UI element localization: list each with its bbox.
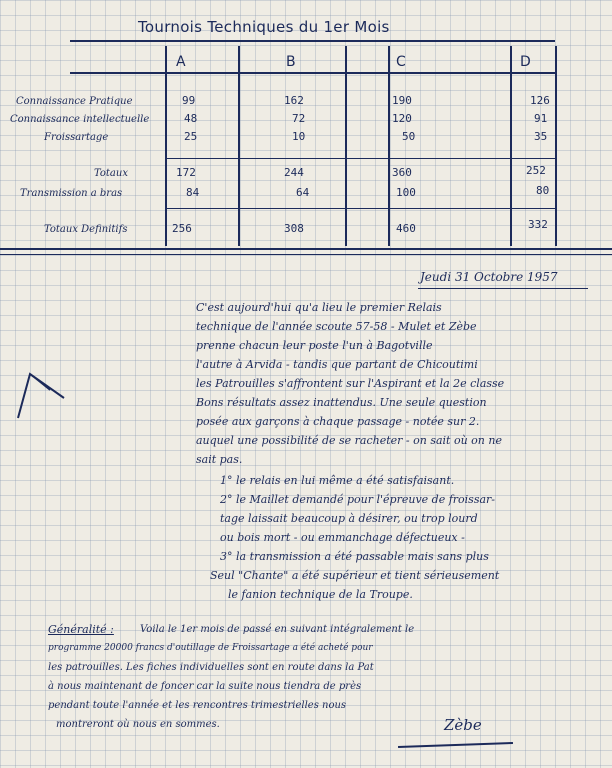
journal-line-4: l'autre à Arvida - tandis que partant de Chicoutimi bbox=[196, 358, 478, 371]
general-line-1: Voila le 1er mois de passé en suivant intégralement le bbox=[140, 624, 415, 635]
journal-date: Jeudi 31 Octobre 1957 bbox=[420, 270, 558, 284]
signature-flourish bbox=[398, 742, 513, 748]
journal-line-2: technique de l'année scoute 57-58 - Mulet et Zèbe bbox=[196, 320, 477, 333]
cell-froissartage-c: 50 bbox=[402, 130, 416, 143]
totals-rule bbox=[165, 158, 555, 159]
title-underline bbox=[70, 40, 555, 42]
cell-transmission-a: 84 bbox=[186, 186, 200, 199]
col-header-b: B bbox=[286, 54, 296, 70]
journal-line-1: C'est aujourd'hui qu'a lieu le premier Relais bbox=[196, 301, 442, 314]
definitive-rule bbox=[165, 208, 555, 209]
point-line-5: 3° la transmission a été passable mais sans plus bbox=[220, 550, 489, 563]
cell-froissartage-d: 35 bbox=[534, 130, 548, 143]
col-header-a: A bbox=[176, 54, 186, 70]
cell-intellectuelle-d: 91 bbox=[534, 112, 548, 125]
journal-line-8: auquel une possibilité de se racheter - on sait où on ne bbox=[196, 434, 502, 447]
point-line-2: 2° le Maillet demandé pour l'épreuve de froissar- bbox=[220, 493, 496, 506]
general-line-6: montreront où nous en sommes. bbox=[56, 719, 220, 730]
cell-transmission-b: 64 bbox=[296, 186, 310, 199]
general-line-4: à nous maintenant de foncer car la suite nous tiendra de près bbox=[48, 681, 362, 692]
cell-transmission-d: 80 bbox=[536, 184, 550, 197]
section-divider-top bbox=[0, 248, 612, 250]
journal-line-7: posée aux garçons à chaque passage - notée sur 2. bbox=[196, 415, 480, 428]
col-header-d: D bbox=[520, 54, 531, 70]
cell-pratique-c: 190 bbox=[392, 94, 412, 107]
margin-arrow-icon bbox=[12, 368, 72, 428]
table-title: Tournois Techniques du 1er Mois bbox=[138, 18, 390, 36]
row-label-froissartage: Froissartage bbox=[44, 132, 109, 143]
general-line-2: programme 20000 francs d'outillage de Froissartage a été acheté pour bbox=[48, 643, 373, 653]
date-underline bbox=[418, 288, 588, 289]
point-line-7: le fanion technique de la Troupe. bbox=[228, 588, 413, 601]
journal-line-9: sait pas. bbox=[196, 453, 243, 466]
table-vline-6 bbox=[555, 46, 557, 246]
journal-line-6: Bons résultats assez inattendus. Une seule question bbox=[196, 396, 487, 409]
cell-froissartage-a: 25 bbox=[184, 130, 198, 143]
cell-definitifs-b: 308 bbox=[284, 222, 304, 235]
point-line-4: ou bois mort - ou emmanchage défectueux - bbox=[220, 531, 465, 544]
cell-intellectuelle-c: 120 bbox=[392, 112, 412, 125]
section-divider-bottom bbox=[0, 254, 612, 255]
cell-pratique-a: 99 bbox=[182, 94, 196, 107]
table-top-rule bbox=[70, 72, 555, 74]
row-label-intellectuelle: Connaissance intellectuelle bbox=[10, 114, 150, 125]
point-line-6: Seul "Chante" a été supérieur et tient sérieusement bbox=[210, 569, 500, 582]
general-label: Généralité : bbox=[48, 623, 114, 636]
cell-definitifs-d: 332 bbox=[528, 218, 548, 231]
cell-intellectuelle-a: 48 bbox=[184, 112, 198, 125]
cell-pratique-d: 126 bbox=[530, 94, 550, 107]
row-label-transmission: Transmission a bras bbox=[20, 188, 123, 199]
cell-intellectuelle-b: 72 bbox=[292, 112, 306, 125]
row-label-pratique: Connaissance Pratique bbox=[16, 96, 133, 107]
general-line-3: les patrouilles. Les fiches individuelles sont en route dans la Pat bbox=[48, 662, 374, 673]
row-label-definitifs: Totaux Definitifs bbox=[44, 224, 128, 235]
cell-froissartage-b: 10 bbox=[292, 130, 306, 143]
cell-definitifs-c: 460 bbox=[396, 222, 416, 235]
general-line-5: pendant toute l'année et les rencontres trimestrielles nous bbox=[48, 700, 347, 711]
col-header-c: C bbox=[396, 54, 406, 70]
table-vline-5 bbox=[510, 46, 512, 246]
table-vline-3 bbox=[345, 46, 347, 246]
table-vline-2 bbox=[238, 46, 240, 246]
cell-transmission-c: 100 bbox=[396, 186, 416, 199]
cell-totaux-d: 252 bbox=[526, 164, 546, 177]
row-label-totaux: Totaux bbox=[94, 168, 128, 179]
journal-line-5: les Patrouilles s'affrontent sur l'Aspirant et la 2e classe bbox=[196, 377, 505, 390]
journal-line-3: prenne chacun leur poste l'un à Bagotville bbox=[196, 339, 433, 352]
cell-pratique-b: 162 bbox=[284, 94, 304, 107]
cell-totaux-b: 244 bbox=[284, 166, 304, 179]
signature: Zèbe bbox=[444, 716, 482, 734]
point-line-3: tage laissait beaucoup à désirer, ou trop lourd bbox=[220, 512, 478, 525]
cell-totaux-c: 360 bbox=[392, 166, 412, 179]
cell-totaux-a: 172 bbox=[176, 166, 196, 179]
point-line-1: 1° le relais en lui même a été satisfaisant. bbox=[220, 474, 455, 487]
table-vline-4 bbox=[388, 46, 390, 246]
cell-definitifs-a: 256 bbox=[172, 222, 192, 235]
table-vline-1 bbox=[165, 46, 167, 246]
